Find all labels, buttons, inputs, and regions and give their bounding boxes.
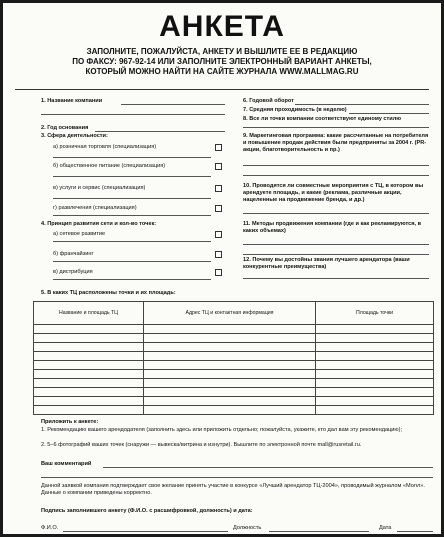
marketing-field[interactable]: [243, 165, 429, 166]
q3-entertainment-field[interactable]: [53, 215, 211, 216]
company-name-field[interactable]: [121, 104, 225, 105]
table-cell[interactable]: [316, 325, 434, 334]
q9-label: 9. Маркетинговая программа: какие рассчитанные на потребителя и повышение продаж действия были предприняты за 2004 г. (PR-акции, благотворительность и пр.): [243, 133, 429, 153]
table-cell[interactable]: [34, 352, 144, 361]
q4-franchise-field[interactable]: [53, 261, 211, 262]
q4-option: а) сетевое развитие: [53, 231, 106, 237]
q3-option: г) развлечения (специализация): [53, 205, 137, 211]
table-cell[interactable]: [34, 334, 144, 343]
attach-title: Приложить к анкете:: [41, 419, 99, 425]
date-field[interactable]: [397, 531, 433, 532]
promotion-field[interactable]: [243, 244, 429, 245]
table-cell[interactable]: [144, 379, 316, 388]
signature-title: Подпись заполнившего анкету (Ф.И.О. с расшифровкой, должность) и дата:: [41, 508, 253, 514]
fio-label: Ф.И.О.: [41, 525, 59, 531]
table-cell[interactable]: [144, 370, 316, 379]
comment-field[interactable]: [103, 467, 433, 468]
q3-catering-field[interactable]: [53, 176, 211, 177]
q2-label: 2. Год основания: [41, 125, 89, 131]
table-cell[interactable]: [34, 388, 144, 397]
table-row[interactable]: [34, 343, 434, 352]
form-subtitle: [33, 47, 411, 77]
table-cell[interactable]: [144, 406, 316, 415]
table-cell[interactable]: [34, 361, 144, 370]
table-cell[interactable]: [34, 379, 144, 388]
q4-network-checkbox[interactable]: [215, 231, 222, 238]
table-cell[interactable]: [316, 370, 434, 379]
q12-label: 12. Почему вы достойны звания лучшего арендатора (ваши конкурентные преимущества): [243, 257, 410, 270]
subtitle-line: ЗАПОЛНИТЕ, ПОЖАЛУЙСТА, АНКЕТУ И ВЫШЛИТЕ ЕЕ В РЕДАКЦИЮ: [86, 47, 358, 56]
column-header: Площадь точки: [316, 302, 434, 325]
consent-text: Данной заявкой компания подтверждает свое желание принять участие в конкурсе «Лучший арендатор ТЦ-2004», проводимый журналом «Молл». Данные о компании приведены корректно.: [41, 483, 425, 496]
advantages-field[interactable]: [243, 278, 429, 279]
table-cell[interactable]: [144, 343, 316, 352]
table-cell[interactable]: [34, 397, 144, 406]
style-field[interactable]: [243, 127, 429, 128]
q3-entertainment-checkbox[interactable]: [215, 205, 222, 212]
fio-field[interactable]: [63, 531, 228, 532]
comment-title: Ваш комментарий: [41, 461, 92, 467]
q3-retail-checkbox[interactable]: [215, 144, 222, 151]
table-row[interactable]: [34, 406, 434, 415]
questionnaire-sheet: [3, 3, 441, 534]
table-cell[interactable]: [144, 361, 316, 370]
table-row[interactable]: [34, 334, 434, 343]
q3-services-field[interactable]: [53, 198, 211, 199]
attach-item-1: 1. Рекомендацию вашего арендодателя (заполнить здесь или приложить отдельно; пожалуйста, укажите, кто дал вам эту рекомендацию);: [41, 427, 403, 433]
q5-label: 5. В каких ТЦ расположены точки и их площадь:: [41, 290, 176, 296]
table-cell[interactable]: [144, 352, 316, 361]
q3-option: б) общественное питание (специализация): [53, 163, 166, 169]
q4-option: в) дистрибуция: [53, 269, 93, 275]
marketing-field-line2[interactable]: [243, 175, 429, 176]
table-header-row: [34, 302, 434, 325]
table-cell[interactable]: [34, 406, 144, 415]
q4-distribution-field[interactable]: [53, 279, 211, 280]
q7-label: 7. Средняя проходимость (в неделю): [243, 107, 347, 113]
q3-retail-field[interactable]: [53, 157, 211, 158]
traffic-field[interactable]: [349, 113, 429, 114]
q11-label: 11. Методы продвижения компании (где и как рекламируются, в каких объемах): [243, 221, 422, 234]
table-cell[interactable]: [144, 388, 316, 397]
table-row[interactable]: [34, 361, 434, 370]
q3-services-checkbox[interactable]: [215, 185, 222, 192]
table-row[interactable]: [34, 388, 434, 397]
column-header: Адрес ТЦ и контактная информация: [144, 302, 316, 325]
attach-item-2: 2. 5–6 фотографий ваших точек (снаружи — вывеска/витрина и изнутри). Вышлите по электронной почте mall@rusretail.ru.: [41, 442, 362, 448]
q3-label: 3. Сфера деятельности:: [41, 133, 108, 139]
table-cell[interactable]: [316, 361, 434, 370]
year-field[interactable]: [95, 131, 225, 132]
column-header: Название и площадь ТЦ: [34, 302, 144, 325]
table-cell[interactable]: [144, 397, 316, 406]
subtitle-line: ПО ФАКСУ: 967-92-14 ИЛИ ЗАПОЛНИТЕ ЭЛЕКТРОННЫЙ ВАРИАНТ АНКЕТЫ,: [72, 57, 372, 66]
table-cell[interactable]: [316, 343, 434, 352]
table-cell[interactable]: [34, 343, 144, 352]
q10-label: 10. Проводятся ли совместные мероприятия с ТЦ, в котором вы арендуете площадь, и какие (реклама, различные акции, нацеленные на продвижение бренда, и др.): [243, 183, 424, 203]
table-cell[interactable]: [144, 334, 316, 343]
turnover-field[interactable]: [295, 104, 429, 105]
table-cell[interactable]: [316, 379, 434, 388]
table-cell[interactable]: [316, 406, 434, 415]
table-cell[interactable]: [316, 334, 434, 343]
joint-events-field[interactable]: [243, 213, 429, 214]
q4-option: б) франчайзинг: [53, 251, 94, 257]
table-cell[interactable]: [144, 325, 316, 334]
q3-option: в) услуги и сервис (специализация): [53, 185, 146, 191]
form-title: АНКЕТА: [159, 10, 285, 43]
q4-distribution-checkbox[interactable]: [215, 269, 222, 276]
table-row[interactable]: [34, 352, 434, 361]
q1-label: 1. Название компании: [41, 98, 103, 104]
company-name-field-line2[interactable]: [41, 114, 225, 115]
header-divider: [15, 89, 429, 90]
malls-table: [33, 301, 434, 415]
position-field[interactable]: [269, 531, 369, 532]
q3-option: а) розничная торговля (специализация): [53, 144, 157, 150]
table-row[interactable]: [34, 325, 434, 334]
q4-franchise-checkbox[interactable]: [215, 251, 222, 258]
table-cell[interactable]: [316, 388, 434, 397]
table-cell[interactable]: [34, 370, 144, 379]
table-cell[interactable]: [34, 325, 144, 334]
q4-label: 4. Принцип развития сети и кол-во точек:: [41, 221, 157, 227]
q3-catering-checkbox[interactable]: [215, 163, 222, 170]
q8-label: 8. Все ли точки компании соответствуют единому стилю: [243, 116, 402, 122]
q6-label: 6. Годовой оборот: [243, 98, 294, 104]
position-label: Должность: [233, 525, 262, 531]
table-row[interactable]: [34, 370, 434, 379]
table-row[interactable]: [34, 379, 434, 388]
subtitle-line: КОТОРЫЙ МОЖНО НАЙТИ НА САЙТЕ ЖУРНАЛА WWW.MALLMAG.RU: [85, 67, 359, 76]
q4-network-field[interactable]: [53, 241, 211, 242]
date-label: Дата: [379, 525, 392, 531]
table-cell[interactable]: [316, 397, 434, 406]
comment-field-line2[interactable]: [41, 477, 433, 478]
table-row[interactable]: [34, 397, 434, 406]
promotion-field-line2[interactable]: [243, 254, 429, 255]
table-cell[interactable]: [316, 352, 434, 361]
